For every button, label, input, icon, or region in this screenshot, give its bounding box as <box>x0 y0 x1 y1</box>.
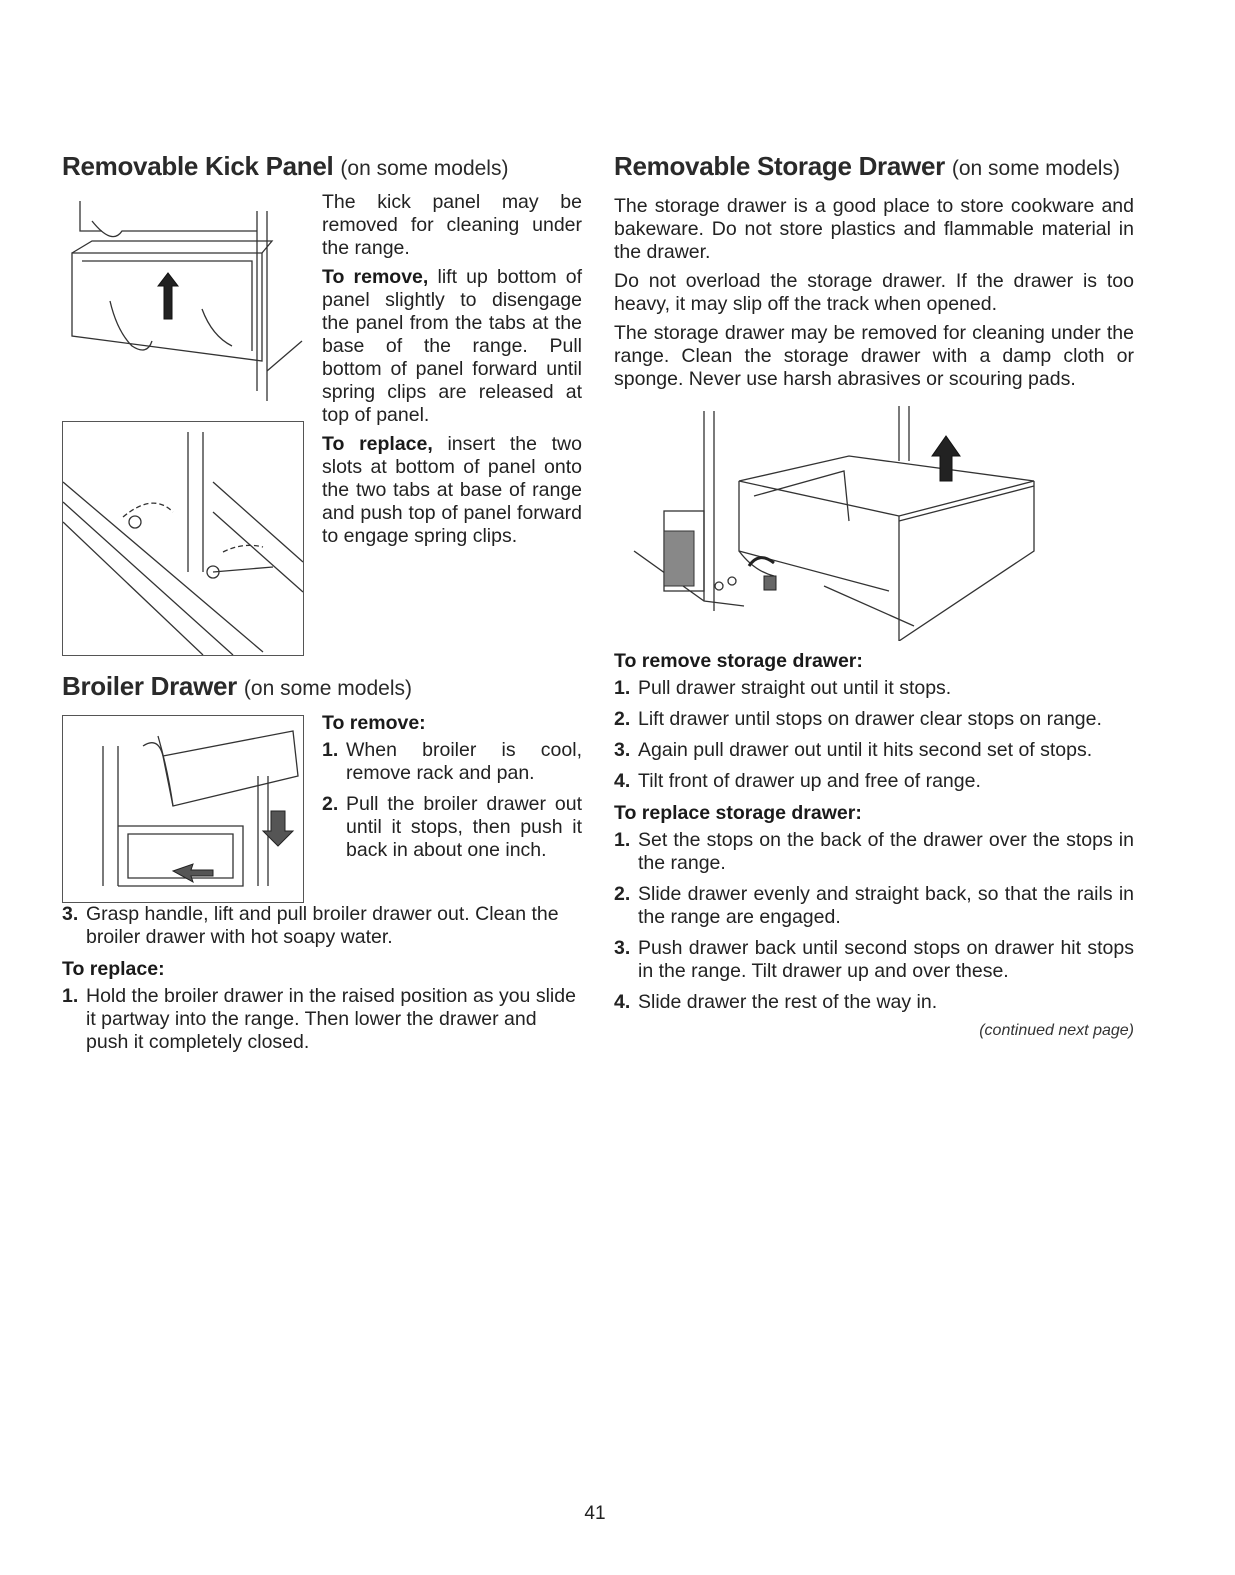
kick-panel-replace-text: To replace, insert the two slots at bottom of panel onto the two tabs at base of range and push top of panel forward to engage spring clips. <box>322 433 582 547</box>
storage-para-2: Do not overload the storage drawer. If the drawer is too heavy, it may slip off the track when opened. <box>614 270 1134 315</box>
storage-drawer-title: Removable Storage Drawer (on some models) <box>614 151 1120 181</box>
page-number: 41 <box>584 1503 606 1524</box>
broiler-remove-text <box>322 707 582 903</box>
broiler-remove-list-continued <box>62 903 582 949</box>
kick-panel-section <box>62 191 582 656</box>
storage-drawer-illustration <box>614 401 1134 641</box>
storage-replace-list <box>614 829 1134 1014</box>
broiler-remove-list <box>322 739 582 862</box>
storage-replace-heading: To replace storage drawer: <box>614 802 862 824</box>
broiler-replace-heading: To replace: <box>62 958 165 980</box>
broiler-replace-list <box>62 985 582 1054</box>
kick-panel-lift-illustration <box>62 191 307 411</box>
storage-para-1: The storage drawer is a good place to store cookware and bakeware. Do not store plastics and flammable material in the drawer. <box>614 195 1134 263</box>
storage-intro <box>614 195 1134 391</box>
list-item: 4. Slide drawer the rest of the way in. <box>614 991 938 1013</box>
storage-replace-section <box>614 801 1134 1014</box>
list-item: 2. Pull the broiler drawer out until it stops, then push it back in about one inch. <box>322 793 582 861</box>
kick-panel-figures <box>62 191 307 656</box>
broiler-drawer-figure <box>62 715 304 903</box>
storage-remove-heading: To remove storage drawer: <box>614 650 863 672</box>
list-item: 3. Push drawer back until second stops on drawer hit stops in the range. Tilt drawer up and over these. <box>614 937 1134 982</box>
list-item: 3. Again pull drawer out until it hits second set of stops. <box>614 739 1093 761</box>
kick-panel-text <box>322 191 582 656</box>
left-column <box>62 150 582 1062</box>
spring-clip-detail-illustration <box>63 422 303 655</box>
list-item: 1. Hold the broiler drawer in the raised position as you slide it partway into the range. Then lower the drawer and push it completely closed. <box>62 985 576 1053</box>
list-item: 4. Tilt front of drawer up and free of range. <box>614 770 981 792</box>
kick-panel-clip-detail-figure <box>62 421 304 656</box>
kick-panel-intro: The kick panel may be removed for cleaning under the range. <box>322 191 582 259</box>
storage-remove-section <box>614 649 1134 793</box>
storage-remove-list <box>614 677 1134 793</box>
broiler-drawer-title: Broiler Drawer (on some models) <box>62 671 412 701</box>
list-item: 2. Lift drawer until stops on drawer clear stops on range. <box>614 708 1102 730</box>
list-item: 2. Slide drawer evenly and straight back, so that the rails in the range are engaged. <box>614 883 1134 928</box>
list-item: 1. Pull drawer straight out until it stops. <box>614 677 952 699</box>
kick-panel-remove-text: To remove, lift up bottom of panel slightly to disengage the panel from the tabs at the base of the range. Pull bottom of panel forward until spring clips are released at top of panel. <box>322 266 582 426</box>
list-item: 1. When broiler is cool, remove rack and pan. <box>322 739 582 784</box>
continued-note: (continued next page) <box>979 1022 1134 1039</box>
list-item: 1. Set the stops on the back of the drawer over the stops in the range. <box>614 829 1134 874</box>
list-item: 3. Grasp handle, lift and pull broiler drawer out. Clean the broiler drawer with hot soapy water. <box>62 903 559 948</box>
right-column <box>614 150 1134 1040</box>
broiler-drawer-illustration <box>63 716 303 902</box>
kick-panel-replace-label: To replace, <box>322 433 433 455</box>
broiler-remove-heading: To remove: <box>322 712 426 734</box>
kick-panel-title: Removable Kick Panel (on some models) <box>62 151 509 181</box>
broiler-section <box>62 707 582 903</box>
kick-panel-remove-label: To remove, <box>322 266 429 288</box>
storage-para-3: The storage drawer may be removed for cleaning under the range. Clean the storage drawer with a damp cloth or sponge. Never use harsh abrasives or scouring pads. <box>614 322 1134 390</box>
